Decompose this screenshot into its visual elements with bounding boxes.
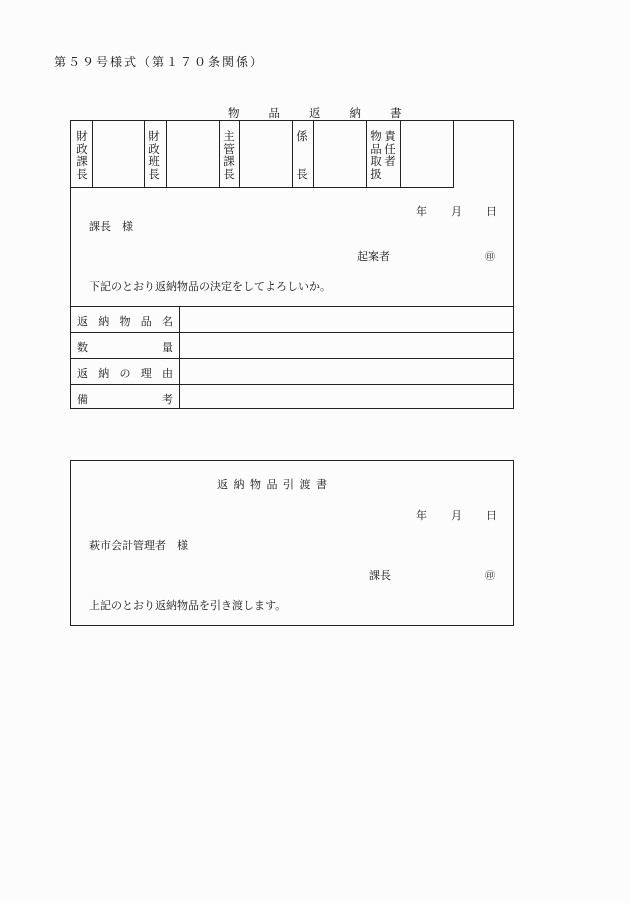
approval-char: 課 — [223, 154, 235, 168]
return-statement: 下記のとおり返納物品の決定をしてよろしいか。 — [89, 280, 331, 293]
approval-divider — [239, 121, 240, 188]
handover-date-year: 年 — [416, 509, 427, 522]
row-label-char: 返 — [77, 367, 88, 380]
date-day: 日 — [486, 205, 497, 218]
approval-char: 管 — [223, 141, 235, 156]
row-label-char: 量 — [162, 341, 173, 354]
approval-divider — [400, 121, 401, 188]
approval-char — [296, 155, 308, 168]
approval-divider — [366, 121, 367, 188]
title-char: 物 — [228, 106, 240, 120]
approval-label-staff-chief — [296, 130, 308, 180]
approval-char: 班 — [148, 154, 160, 168]
row-label-char: 物 — [119, 315, 131, 328]
return-form — [70, 120, 514, 409]
date-month: 月 — [451, 205, 462, 218]
title-char: 書 — [390, 106, 402, 120]
approval-char: 長 — [76, 166, 88, 181]
approval-char: 物 — [370, 129, 382, 143]
row-label-quantity — [77, 339, 173, 355]
handover-statement: 上記のとおり返納物品を引き渡します。 — [89, 599, 287, 612]
row-label-char: 由 — [162, 367, 173, 380]
row-label-char: 返 — [77, 315, 88, 328]
approval-char: 扱 — [370, 166, 382, 181]
table-column-divider — [179, 306, 180, 408]
approval-char: 財 — [148, 129, 160, 143]
approval-char: 財 — [76, 129, 88, 143]
title-char: 納 — [349, 106, 361, 120]
approval-bottom-line — [71, 187, 454, 188]
table-line — [71, 332, 513, 333]
approval-divider — [292, 121, 293, 188]
handover-addressee: 萩市会計管理者 様 — [89, 539, 188, 552]
row-label-char: 納 — [98, 315, 110, 328]
approval-char: 長 — [296, 166, 308, 181]
approval-divider — [219, 121, 220, 188]
title-char: 品 — [268, 106, 280, 120]
approval-char: 任 — [384, 141, 396, 156]
title-char: 返 — [309, 106, 321, 120]
row-label-item-name — [77, 313, 173, 329]
approval-label-finance-chief — [76, 130, 88, 180]
approval-divider — [166, 121, 167, 188]
approval-divider — [144, 121, 145, 188]
approval-label-managing-chief — [223, 130, 235, 180]
row-label-char: の — [119, 367, 131, 380]
table-line — [71, 358, 513, 359]
handover-title: 返 納 物 品 引 渡 書 — [217, 478, 328, 491]
form-number: 第５９号様式（第１７０条関係） — [54, 55, 265, 69]
approval-divider — [453, 121, 454, 188]
row-label-char: 考 — [162, 393, 173, 406]
approval-char: 政 — [76, 141, 88, 156]
approval-char: 係 — [296, 129, 308, 143]
approval-char: 品 — [370, 141, 382, 156]
handover-date-month: 月 — [451, 509, 462, 522]
table-line — [71, 384, 513, 385]
row-label-char: 名 — [162, 315, 173, 328]
approval-divider — [313, 121, 314, 188]
approval-char: 課 — [76, 154, 88, 168]
row-label-char: 品 — [140, 315, 152, 328]
approval-char: 長 — [223, 166, 235, 181]
row-label-reason — [77, 365, 173, 381]
table-line — [71, 306, 513, 307]
seal-mark: ㊞ — [485, 252, 495, 263]
approval-label-goods-handler — [369, 130, 383, 180]
approval-label-responsible — [384, 130, 396, 168]
approval-divider — [92, 121, 93, 188]
handover-form — [70, 460, 514, 626]
row-label-char: 納 — [98, 367, 110, 380]
handover-date-day: 日 — [486, 509, 497, 522]
drafter-label: 起案者 — [357, 250, 390, 263]
approval-char: 長 — [148, 166, 160, 181]
chief-label: 課長 — [369, 569, 391, 582]
approval-label-finance-section-chief — [148, 130, 160, 180]
row-label-remarks — [77, 391, 173, 407]
approval-char: 責 — [384, 129, 396, 143]
row-label-char: 理 — [140, 367, 152, 380]
return-form-title — [228, 105, 431, 121]
addressee: 課長 様 — [89, 220, 133, 233]
row-label-char: 数 — [77, 341, 88, 354]
row-label-char: 備 — [77, 393, 88, 406]
approval-char: 政 — [148, 141, 160, 156]
handover-seal-mark: ㊞ — [485, 571, 495, 582]
approval-char: 者 — [384, 154, 396, 168]
date-year: 年 — [416, 205, 427, 218]
approval-char: 取 — [370, 154, 382, 168]
approval-char: 主 — [223, 129, 235, 143]
